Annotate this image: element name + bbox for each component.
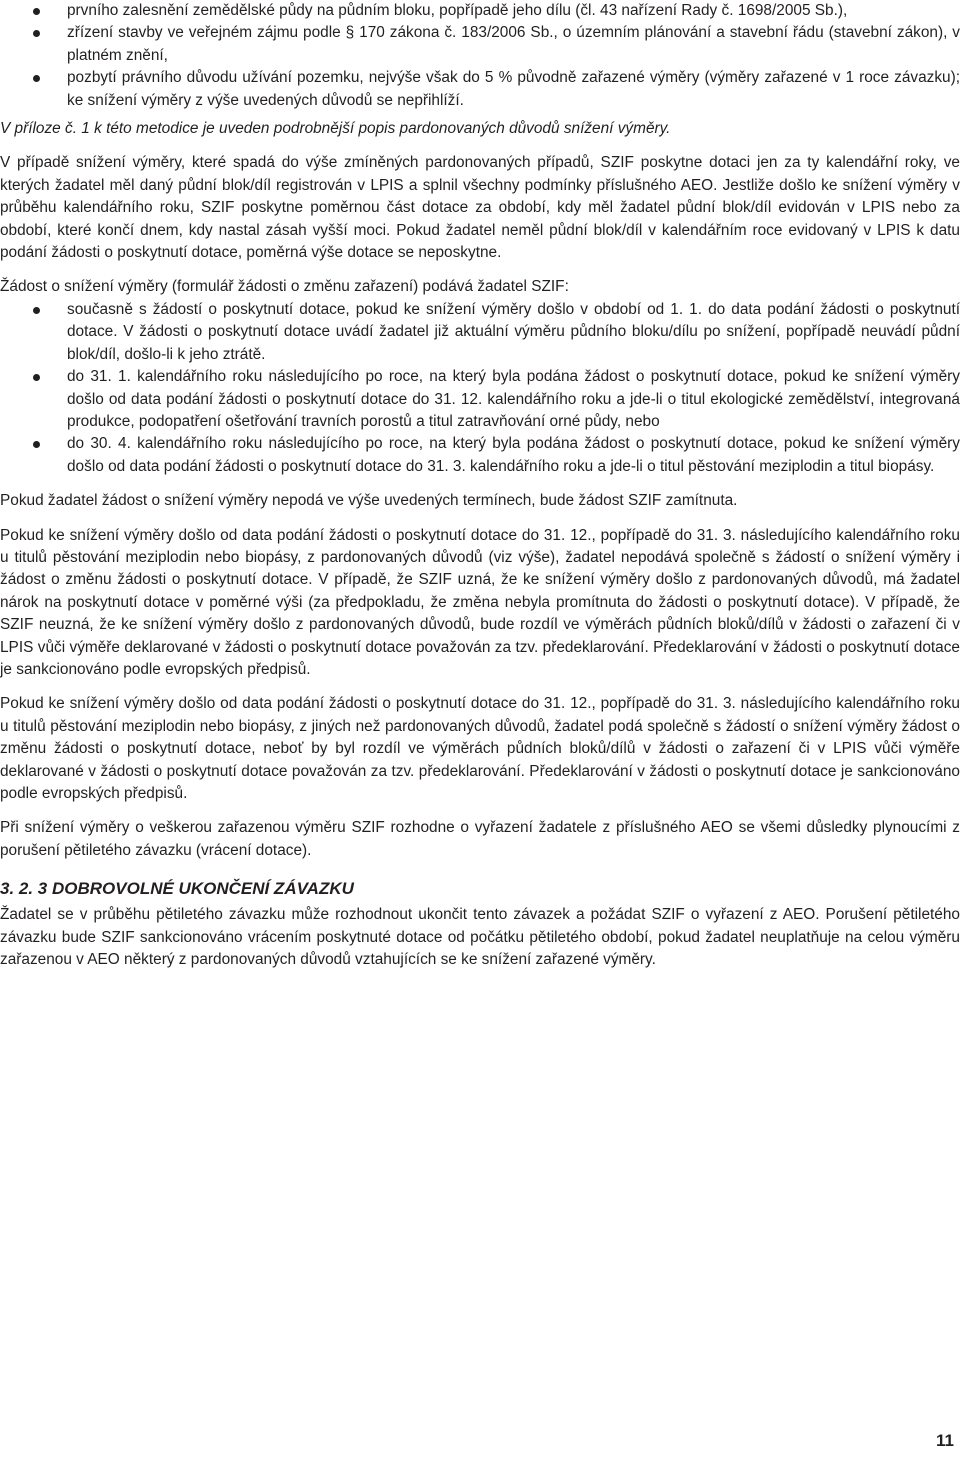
page-number: 11 xyxy=(936,1431,954,1450)
list-item xyxy=(0,22,960,67)
bullet-icon xyxy=(33,75,40,82)
list-item-text: do 30. 4. kalendářního roku následujícího po roce, na který byla podána žádost o poskytnutí dotace, pokud ke snížení výměry došlo od data podání žádosti o poskytnutí dotace do 31. 3. kalendářního roku a jde-li o titul pěstování meziplodin a titul biopásy. xyxy=(67,435,960,475)
request-deadlines-list xyxy=(0,299,960,478)
bullet-icon xyxy=(33,30,40,37)
list-item-text: do 31. 1. kalendářního roku následujícího po roce, na který byla podána žádost o poskytnutí dotace, pokud ke snížení výměry došlo od data podání žádosti o poskytnutí dotace do 31. 12. kalendářního roku a jde-li o titul ekologické zemědělství, integrovaná produkce, podopatření ošetřování travních porostů a titul zatravňování orné půdy, nebo xyxy=(67,368,960,430)
bullet-icon xyxy=(33,374,40,381)
list-item xyxy=(0,433,960,478)
bullet-icon xyxy=(33,307,40,314)
list-item xyxy=(0,366,960,433)
paragraph-other-reasons: Pokud ke snížení výměry došlo od data podání žádosti o poskytnutí dotace do 31. 12., popřípadě do 31. 3. následujícího kalendářního roku u titulů pěstování meziplodin nebo biopásy, z jiných než pardonovaných důvodů, žadatel podá společně s žádostí o snížení výměry žádost o změnu žádosti o poskytnutí dotace, neboť by byl rozdíl ve výměrách půdních bloků/dílů v žádosti o zařazení či v LPIS vůči výměře deklarované v žádosti o poskytnutí dotace považován za tzv. předeklarování. Předeklarování v žádosti o poskytnutí dotace je sankcionováno podle evropských předpisů. xyxy=(0,695,960,802)
list-item-text: pozbytí právního důvodu užívání pozemku, nejvýše však do 5 % původně zařazené výměry (výměry zařazené v 1 roce závazku); ke snížení výměry z výše uvedených důvodů se nepřihlíží. xyxy=(67,69,960,109)
list-item xyxy=(0,299,960,366)
pardon-reasons-list xyxy=(0,0,960,112)
bullet-icon xyxy=(33,8,40,15)
list-item-text: současně s žádostí o poskytnutí dotace, pokud ke snížení výměry došlo v období od 1. 1. do data podání žádosti o poskytnutí dotace. V žádosti o poskytnutí dotace uvádí žadatel již aktuální výměru půdního bloku/dílu po snížení, popřípadě neuvádí půdní blok/díl, došlo-li k jeho ztrátě. xyxy=(67,300,960,363)
list-item-text: prvního zalesnění zemědělské půdy na půdním bloku, popřípadě jeho dílu (čl. 43 nařízení Rady č. 1698/2005 Sb.), xyxy=(67,2,848,19)
paragraph-pardoned: Pokud ke snížení výměry došlo od data podání žádosti o poskytnutí dotace do 31. 12., popřípadě do 31. 3. následujícího kalendářního roku u titulů pěstování meziplodin nebo biopásy, z pardonovaných důvodů (viz výše), žadatel nepodává společně s žádostí o snížení výměry i žádost o změnu žádosti o poskytnutí dotace. V případě, že SZIF uzná, že ke snížení výměry došlo z pardonovaných důvodů, má žadatel nárok na poskytnutí dotace v poměrné výši (za předpokladu, že změna nebyla promítnuta do žádosti o poskytnutí dotace). V případě, že SZIF neuzná, že ke snížení výměry došlo z pardonovaných důvodů, bude rozdíl ve výměrách půdních bloků/dílů v žádosti o zařazení či v LPIS vůči výměře deklarované v žádosti o poskytnutí dotace považován za tzv. předeklarování. Předeklarování v žádosti o poskytnutí dotace je sankcionováno podle evropských předpisů. xyxy=(0,526,960,678)
request-intro: Žádost o snížení výměry (formulář žádosti o změnu zařazení) podává žadatel SZIF: xyxy=(0,278,569,296)
annex-note: V příloze č. 1 k této metodice je uveden podrobnější popis pardonovaných důvodů snížení výměry. xyxy=(0,120,671,138)
paragraph-reduction: V případě snížení výměry, které spadá do výše zmíněných pardonovaných případů, SZIF poskytne dotaci jen za ty kalendářní roky, ve kterých žadatel měl daný půdní blok/díl registrován v LPIS a splnil všechny podmínky příslušného AEO. Jestliže došlo ke snížení výměry v průběhu kalendářního roku, SZIF poskytne poměrnou část dotace za období, kdy měl žadatel půdní blok/díl evidován v LPIS nebo za období, které končí dnem, kdy nastal zásah vyšší moci. Pokud žadatel neměl půdní blok/díl v kalendářním roce evidovaný v LPIS k datu podání žádosti o poskytnutí dotace, poměrná výše dotace se neposkytne. xyxy=(0,154,960,262)
section-heading: 3. 2. 3 DOBROVOLNÉ UKONČENÍ ZÁVAZKU xyxy=(0,879,354,899)
list-item xyxy=(0,0,960,22)
bullet-icon xyxy=(33,441,40,448)
paragraph-rejected: Pokud žadatel žádost o snížení výměry nepodá ve výše uvedených termínech, bude žádost SZIF zamítnuta. xyxy=(0,492,738,510)
paragraph-voluntary-termination: Žadatel se v průběhu pětiletého závazku může rozhodnout ukončit tento závazek a požádat SZIF o vyřazení z AEO. Porušení pětiletého závazku bude SZIF sankcionováno vrácením poskytnuté dotace od počátku pětiletého období, pokud žadatel neuplatňuje na celou výměru zařazenou v AEO některý z pardonovaných důvodů vztahujících se ke snížení zařazené výměry. xyxy=(0,906,960,969)
list-item xyxy=(0,67,960,112)
paragraph-exclusion: Při snížení výměry o veškerou zařazenou výměru SZIF rozhodne o vyřazení žadatele z příslušného AEO se všemi důsledky plynoucími z porušení pětiletého závazku (vrácení dotace). xyxy=(0,819,960,859)
list-item-text: zřízení stavby ve veřejném zájmu podle § 170 zákona č. 183/2006 Sb., o územním plánování a stavební řádu (stavební zákon), v platném znění, xyxy=(67,24,960,64)
